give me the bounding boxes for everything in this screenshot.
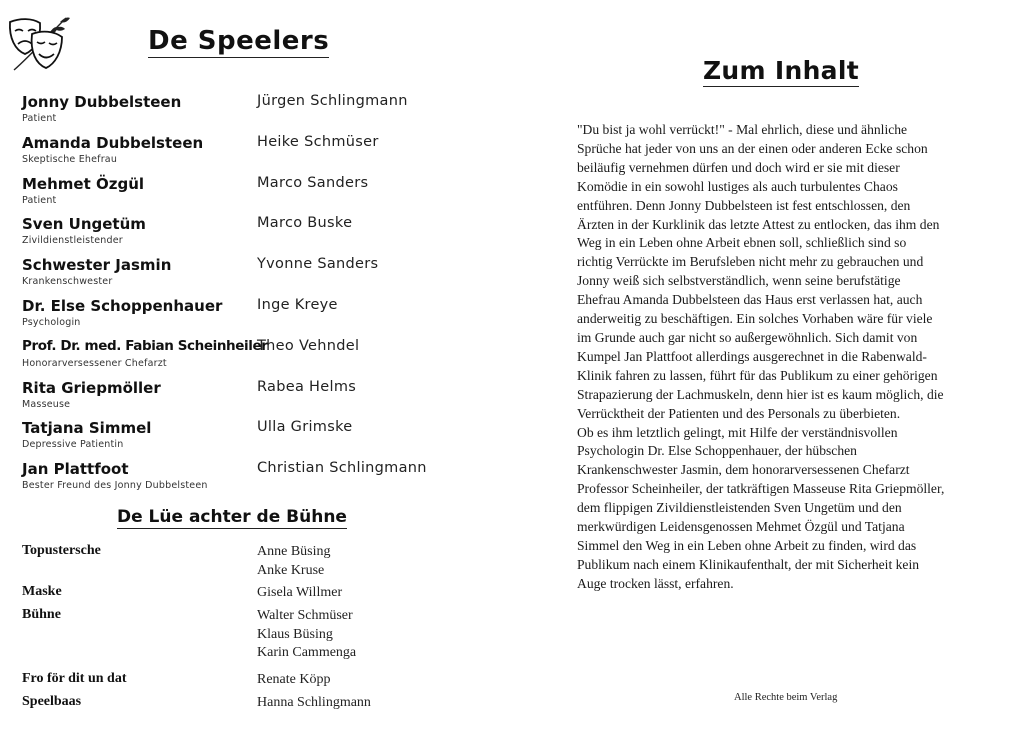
cast-row: [22, 338, 442, 379]
synopsis-line: beiläufig vernehmen dürfen und doch wird er sie mit dieser: [577, 159, 900, 175]
role-name: Dr. Else Schoppenhauer: [22, 296, 223, 315]
synopsis-line: Ob es ihm letztlich gelingt, mit Hilfe der verständnisvollen: [577, 424, 898, 440]
role-name: Prof. Dr. med. Fabian Scheinheiler: [22, 337, 268, 354]
crew-member: Renate Köpp: [257, 672, 331, 687]
synopsis-line: richtig Verrückte im Berufsleben nicht mehr zu gebrauchen und: [577, 254, 924, 270]
crew-member: Karin Cammenga: [257, 645, 357, 660]
crew-role: Maske: [22, 584, 62, 599]
crew-names: [257, 584, 342, 603]
crew-heading: De Lüe achter de Bühne: [117, 507, 347, 527]
cast-row: [22, 134, 442, 175]
actor-name: Marco Sanders: [257, 174, 369, 191]
synopsis-line: Simmel den Weg in ein Leben ohne Arbeit zu finden, wird das: [577, 537, 917, 553]
synopsis-line: Verrücktheit der Patienten und des Personals zu überbieten.: [577, 405, 901, 421]
role-description: Patient: [22, 113, 57, 124]
crew-role: Bühne: [22, 607, 61, 622]
crew-role: Topustersche: [22, 543, 101, 558]
cast-row: [22, 256, 442, 297]
cast-row: [22, 93, 442, 134]
synopsis-line: Sprüche hat jeder von uns an der einen oder anderen Ecke schon: [577, 140, 928, 156]
synopsis-line: "Du bist ja wohl verrückt!" - Mal ehrlich, diese und ähnliche: [577, 122, 908, 137]
synopsis-line: Publikum nach einem Klinikaufenthalt, der mit Sicherheit kein: [577, 556, 920, 572]
role-description: Psychologin: [22, 316, 81, 328]
crew-member: Anke Kruse: [257, 562, 325, 578]
role-description: Depressive Patientin: [22, 439, 124, 451]
crew-member: Hanna Schlingmann: [257, 695, 371, 710]
role-name: Amanda Dubbelsteen: [22, 133, 204, 152]
crew-names: [257, 543, 331, 580]
role-description: Skeptische Ehefrau: [22, 153, 118, 165]
actor-name: Christian Schlingmann: [257, 460, 427, 477]
actor-name: Inge Kreye: [257, 296, 338, 313]
cast-row: [22, 297, 442, 338]
cast-list: [22, 93, 442, 501]
rights-notice: Alle Rechte beim Verlag: [734, 692, 838, 703]
synopsis-line: dem flippigen Zivildienstleistenden Sven Ungetüm und den: [577, 500, 902, 516]
synopsis-line: Komödie in ein sowohl lustiges als auch turbulentes Chaos: [577, 178, 898, 194]
synopsis-line: Jonny weiß sich selbstverständlich, wenn seine berufstätige: [577, 273, 901, 289]
role-description: Zivildienstleistender: [22, 235, 123, 247]
cast-row: [22, 419, 442, 460]
synopsis-line: entführen. Denn Jonny Dubbelsteen ist fest entschlossen, den: [577, 197, 911, 213]
role-name: Jan Plattfoot: [22, 460, 129, 479]
synopsis-line: Ärzten in der Kurklinik das letzte Attest zu entlocken, das ihm den: [577, 216, 940, 232]
synopsis-line: Kumpel Jan Plattfoot allerdings ausgerechnet in die Rabenwald-: [577, 348, 927, 364]
actor-name: Jürgen Schlingmann: [257, 93, 408, 109]
actor-name: Marco Buske: [257, 215, 353, 232]
crew-role: Speelbaas: [22, 694, 82, 709]
cast-row: [22, 175, 442, 216]
cast-row: [22, 215, 442, 256]
crew-member: Klaus Büsing: [257, 626, 333, 642]
crew-names: [257, 607, 356, 663]
synopsis-line: Weg in ein Leben ohne Arbeit ebnen soll, schließlich sind so: [577, 235, 907, 251]
role-description: Bester Freund des Jonny Dubbelsteen: [22, 480, 208, 492]
actor-name: Theo Vehndel: [257, 337, 360, 354]
crew-member: Walter Schmüser: [257, 608, 353, 623]
cast-row: [22, 460, 442, 501]
cast-title: De Speelers: [148, 26, 330, 56]
role-name: Rita Griepmöller: [22, 378, 161, 397]
actor-name: Ulla Grimske: [257, 419, 353, 436]
crew-role: Fro för dit un dat: [22, 671, 127, 686]
synopsis-line: Professor Scheinheiler, der tatkräftigen Masseuse Rita Griepmöller,: [577, 481, 945, 497]
synopsis-line: im Grunde auch gar nicht so außergewöhnlich. Sich damit von: [577, 329, 918, 345]
actor-name: Rabea Helms: [257, 378, 357, 395]
role-description: Krankenschwester: [22, 276, 113, 288]
crew-names: [257, 694, 371, 713]
synopsis-line: Krankenschwester Jasmin, dem honorarversessenen Chefarzt: [577, 462, 910, 478]
role-name: Schwester Jasmin: [22, 256, 172, 275]
role-description: Patient: [22, 194, 57, 206]
cast-row: [22, 379, 442, 420]
role-name: Tatjana Simmel: [22, 419, 152, 438]
synopsis-text: [577, 121, 1007, 594]
synopsis-title: Zum Inhalt: [703, 56, 859, 85]
synopsis-line: Klinik fahren zu lassen, führt für das Publikum zu einer gehörigen: [577, 367, 938, 383]
role-name: Mehmet Özgül: [22, 174, 145, 193]
synopsis-line: Strapazierung der Lachmuskeln, denn hier ist es kaum möglich, die: [577, 386, 944, 402]
crew-names: [257, 671, 330, 690]
synopsis-line: Auge trocken lässt, erfahren.: [577, 575, 734, 591]
crew-member: Gisela Willmer: [257, 585, 343, 600]
synopsis-line: Ehefrau Amanda Dubbelsteen das Haus erst verlassen hat, auch: [577, 292, 923, 308]
synopsis-line: anderweitig zu beschäftigen. Ein solches Vorhaben wäre für viele: [577, 311, 933, 327]
theater-masks-icon: [4, 12, 74, 76]
crew-member: Anne Büsing: [257, 544, 331, 559]
role-name: Sven Ungetüm: [22, 215, 146, 234]
synopsis-line: merkwürdigen Leidensgenossen Mehmet Özgül und Tatjana: [577, 519, 905, 535]
actor-name: Yvonne Sanders: [257, 256, 379, 273]
synopsis-line: Psychologin Dr. Else Schoppenhauer, der hübschen: [577, 443, 857, 459]
role-description: Honorarversessener Chefarzt: [22, 357, 167, 369]
role-description: Masseuse: [22, 398, 71, 410]
role-name: Jonny Dubbelsteen: [22, 93, 182, 111]
actor-name: Heike Schmüser: [257, 133, 379, 150]
